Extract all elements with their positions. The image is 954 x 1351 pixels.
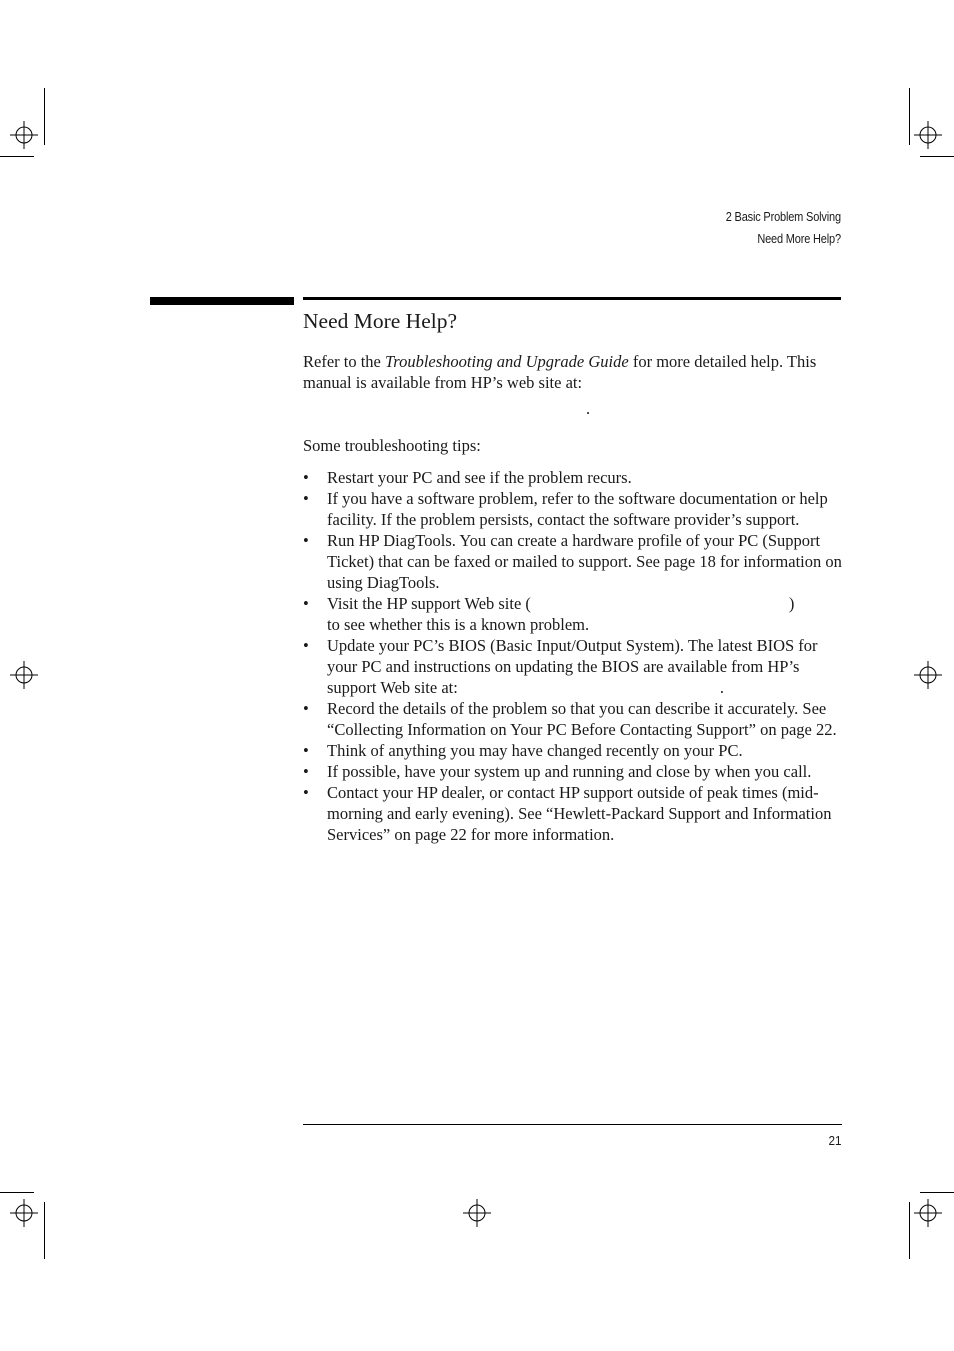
list-item <box>303 488 843 530</box>
body-text <box>303 351 843 845</box>
registration-mark-top-right <box>914 121 942 149</box>
crop-mark <box>920 156 954 157</box>
list-item <box>303 761 843 782</box>
tip-text: Visit the HP support Web site ( <box>327 594 531 613</box>
registration-mark-top-left <box>10 121 38 149</box>
list-item <box>303 740 843 761</box>
crop-mark <box>909 88 910 145</box>
list-item <box>303 593 843 635</box>
tip-text: Run HP DiagTools. You can create a hardware profile of your PC (Support Ticket) that can be faxed or mailed to support. See page 18 for information on using DiagTools. <box>327 531 842 592</box>
section-title: Need More Help? <box>303 309 458 333</box>
bullet: • <box>303 762 309 781</box>
page-number: 21 <box>827 1133 841 1148</box>
running-head <box>726 206 841 250</box>
list-item <box>303 698 843 740</box>
tip-text: If you have a software problem, refer to the software documentation or help facility. If the problem persists, contact the software provider’s support. <box>327 489 828 529</box>
tip-text: Update your PC’s BIOS (Basic Input/Output System). The latest BIOS for your PC and instructions on updating the BIOS are available from HP’s support Web site at: <box>327 636 818 697</box>
guide-title: Troubleshooting and Upgrade Guide <box>385 352 629 371</box>
tips-list <box>303 467 843 845</box>
bullet: • <box>303 468 309 487</box>
list-item <box>303 530 843 593</box>
footer-rule <box>303 1124 842 1125</box>
url-line <box>303 399 843 424</box>
registration-mark-bottom-center <box>463 1199 491 1227</box>
crop-mark <box>44 88 45 145</box>
crop-mark <box>909 1202 910 1259</box>
running-head-chapter: 2 Basic Problem Solving <box>725 210 841 224</box>
registration-mark-bottom-left <box>10 1199 38 1227</box>
tip-text: ) <box>788 594 795 613</box>
tip-text: Contact your HP dealer, or contact HP support outside of peak times (mid-morning and early evening). See “Hewlett-Packard Support and Information Services” on page 22 for more information. <box>327 783 832 844</box>
bullet: • <box>303 699 309 718</box>
tips-intro: Some troubleshooting tips: <box>303 436 481 455</box>
tip-text: to see whether this is a known problem. <box>327 615 590 634</box>
tip-text: . <box>719 678 724 697</box>
crop-mark <box>0 156 34 157</box>
url-period: . <box>586 399 591 418</box>
bullet: • <box>303 489 309 508</box>
bullet: • <box>303 741 309 760</box>
registration-mark-bottom-right <box>914 1199 942 1227</box>
intro-paragraph <box>303 351 843 393</box>
registration-mark-mid-right <box>914 661 942 689</box>
tip-text: Record the details of the problem so that you can describe it accurately. See “Collecting Information on Your PC Before Contacting Support” on page 22. <box>327 699 837 739</box>
list-item <box>303 635 843 698</box>
tip-text: Restart your PC and see if the problem recurs. <box>327 468 632 487</box>
list-item <box>303 467 843 488</box>
tip-text: Think of anything you may have changed recently on your PC. <box>327 741 743 760</box>
crop-mark <box>920 1192 954 1193</box>
section-rule-thick <box>150 297 294 305</box>
list-item <box>303 782 843 845</box>
bullet: • <box>303 636 309 655</box>
bullet: • <box>303 594 309 613</box>
intro-text-after: for more detailed help. This manual is available from HP’s web site at: <box>303 352 817 392</box>
crop-mark <box>44 1202 45 1259</box>
section-rule-thin <box>303 297 841 300</box>
bullet: • <box>303 783 309 802</box>
registration-mark-mid-left <box>10 661 38 689</box>
intro-text-before: Refer to the <box>303 352 386 371</box>
running-head-section: Need More Help? <box>757 232 841 246</box>
crop-mark <box>0 1192 34 1193</box>
tip-text: If possible, have your system up and running and close by when you call. <box>327 762 812 781</box>
bullet: • <box>303 531 309 550</box>
